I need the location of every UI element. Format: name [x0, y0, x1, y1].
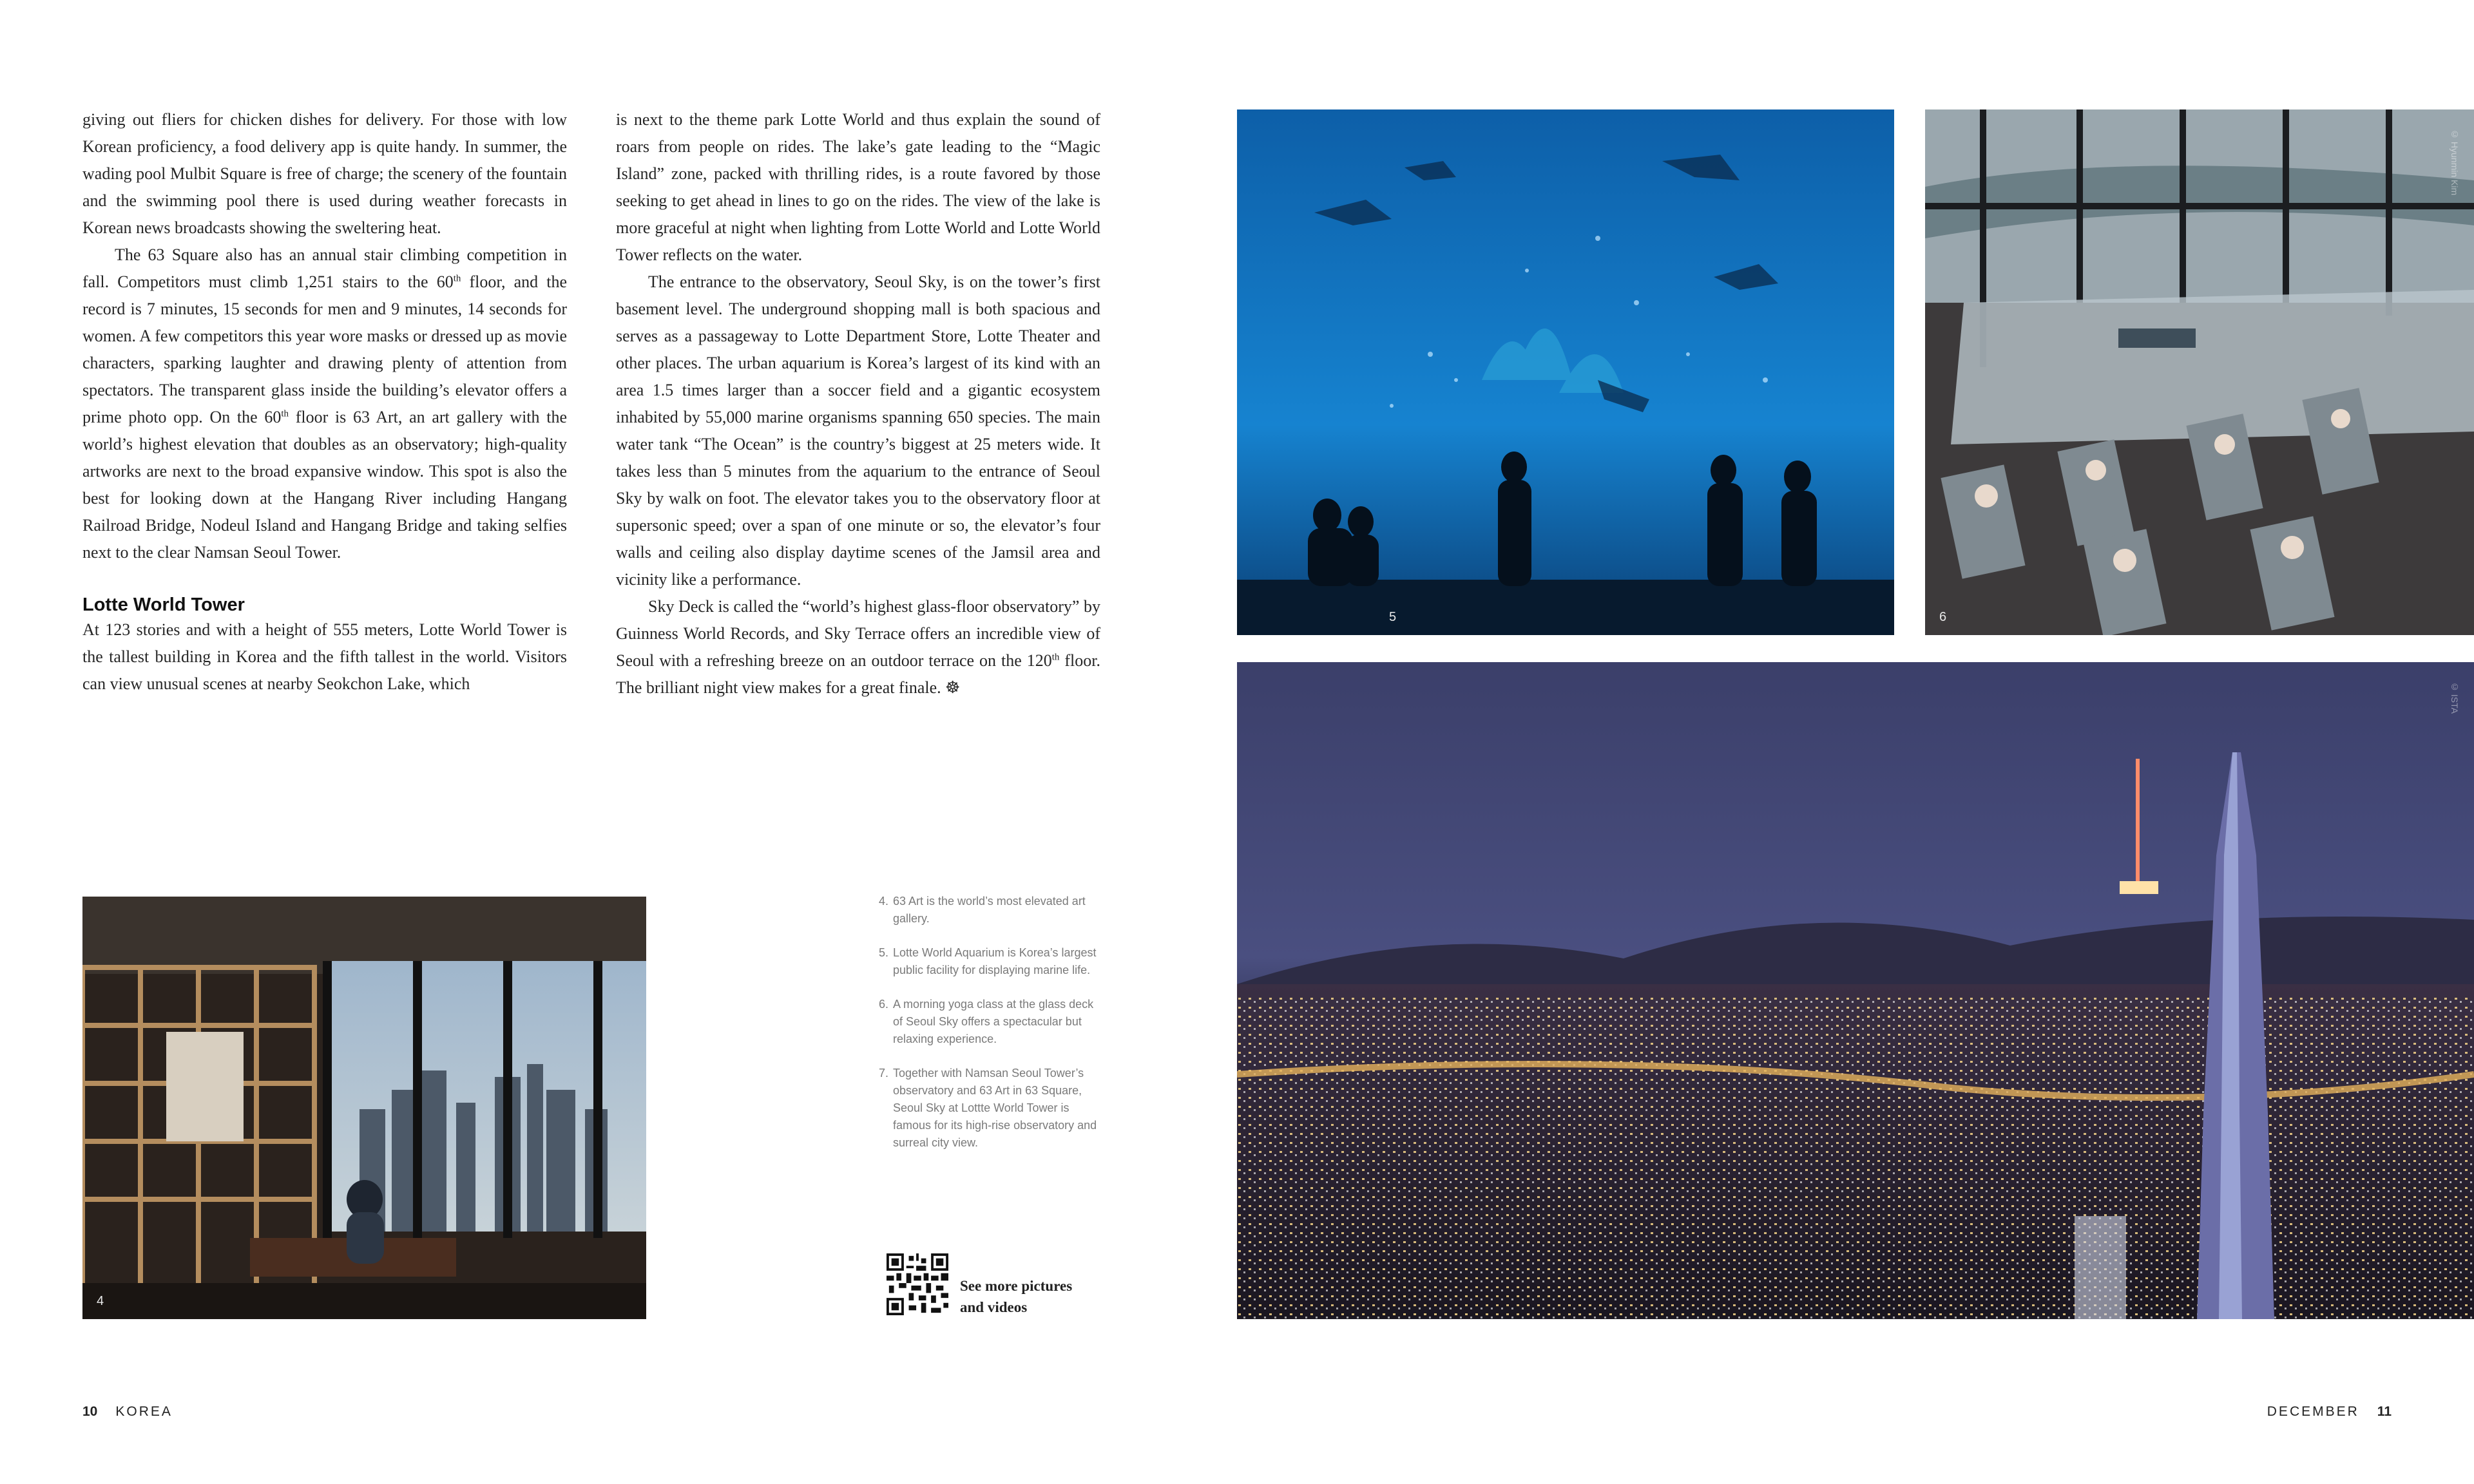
qr-code-icon[interactable] — [887, 1253, 948, 1315]
qr-caption[interactable]: See more pictures and videos — [960, 1278, 1073, 1315]
photo-seoul-night-view — [1237, 662, 2474, 1319]
right-folio — [2267, 1404, 2392, 1420]
photo-captions — [879, 893, 1098, 1168]
magazine-name: KOREA — [115, 1404, 173, 1419]
aquarium-image — [1237, 109, 1894, 635]
photo-credit: © Hyunmin Kim — [2450, 129, 2460, 196]
caption: 6. A morning yoga class at the glass deck of Seoul Sky offers a spectacular but relaxing experience. — [879, 998, 1094, 1045]
paragraph: The entrance to the observatory, Seoul Sky, is on the tower’s first basement level. The underground shopping mall is both spacious and serves as a passageway to Lotte Department Store, Lotte Theater and other places. The urban aquarium is Korea’s largest of its kind with an area 1.5 times larger than a soccer field and a gigantic ecosystem inhabited by 55,000 marine organisms spanning 650 species. The main water tank “The Ocean” is the country’s biggest at 25 meters wide. It takes less than 5 minutes from the aquarium to the entrance of Seoul Sky by walk on foot. The elevator takes you to the observatory floor at supersonic speed; over a span of one minute or so, the elevator’s four walls and ceiling also display daytime scenes of the Jamsil area and vicinity like a performance. — [616, 272, 1100, 589]
gallery-image — [82, 897, 646, 1319]
photo-aquarium — [1237, 109, 1894, 635]
photo-number: 5 — [1389, 610, 1397, 624]
night-city-image — [1237, 662, 2474, 1319]
right-text-column — [616, 106, 1100, 701]
paragraph: Sky Deck is called the “world’s highest glass-floor observatory” by Guinness World Records, and Sky Terrace offers an incredible view of Seoul with a refreshing breeze on an outdoor terrace on the 120th floor. The brilliant night view makes for a great finale. ☸ — [616, 597, 1100, 697]
photo-credit: © ISTA — [2450, 681, 2460, 714]
caption: 5. Lotte World Aquarium is Korea’s largest public facility for displaying marine life. — [879, 946, 1097, 976]
photo-number: 4 — [97, 1294, 104, 1308]
caption: 4. 63 Art is the world’s most elevated art gallery. — [879, 895, 1086, 925]
page-number: 10 — [82, 1404, 98, 1419]
paragraph: is next to the theme park Lotte World and thus explain the sound of roars from people on rides. The lake’s gate leading to the “Magic Island” zone, packed with thrilling rides, is a route favored by those seeking to get ahead in lines to go on the rides. The view of the lake is more graceful at night when lighting from Lotte World and Lotte World Tower reflects on the water. — [616, 110, 1100, 264]
left-folio — [82, 1404, 173, 1420]
paragraph: giving out fliers for chicken dishes for delivery. For those with low Korean proficiency, a food delivery app is quite handy. In summer, the wading pool Mulbit Square is free of charge; the scenery of the fountain and the swimming pool there is used during weather forecasts in Korean news broadcasts showing the sweltering heat. — [82, 110, 567, 237]
end-mark-icon: ☸ — [945, 678, 961, 697]
left-text-column — [82, 106, 567, 698]
paragraph: The 63 Square also has an annual stair climbing competition in fall. Competitors must climb 1,251 stairs to the 60th floor, and the record is 7 minutes, 15 seconds for men and 9 minutes, 14 seconds for women. A few competitors this year wore masks or dressed up as movie characters, sparking laughter and drawing plenty of attention from spectators. The transparent glass inside the building’s elevator offers a prime photo opp. On the 60th floor is 63 Art, an art gallery with the world’s highest elevation that doubles as an observatory; high-quality artworks are next to the broad expansive window. This spot is also the best for looking down at the Hangang River including Hangang Railroad Bridge, Nodeul Island and Hangang Bridge and taking selfies next to the clear Namsan Seoul Tower. — [82, 245, 567, 562]
photo-number: 6 — [1939, 610, 1947, 624]
section-heading: Lotte World Tower — [82, 595, 245, 615]
page-number: 11 — [2377, 1404, 2392, 1419]
photo-yoga-class — [1925, 109, 2474, 635]
issue-month: DECEMBER — [2267, 1404, 2359, 1419]
photo-63-art-gallery — [82, 897, 646, 1319]
yoga-image — [1925, 109, 2474, 635]
paragraph: At 123 stories and with a height of 555 meters, Lotte World Tower is the tallest building in Korea and the fifth tallest in the world. Visitors can view unusual scenes at nearby Seokchon Lake, which — [82, 620, 567, 693]
caption: 7. Together with Namsan Seoul Tower’s observatory and 63 Art in 63 Square, Seoul Sky at Lottte World Tower is famous for its high-rise observatory and surreal city view. — [879, 1067, 1097, 1149]
